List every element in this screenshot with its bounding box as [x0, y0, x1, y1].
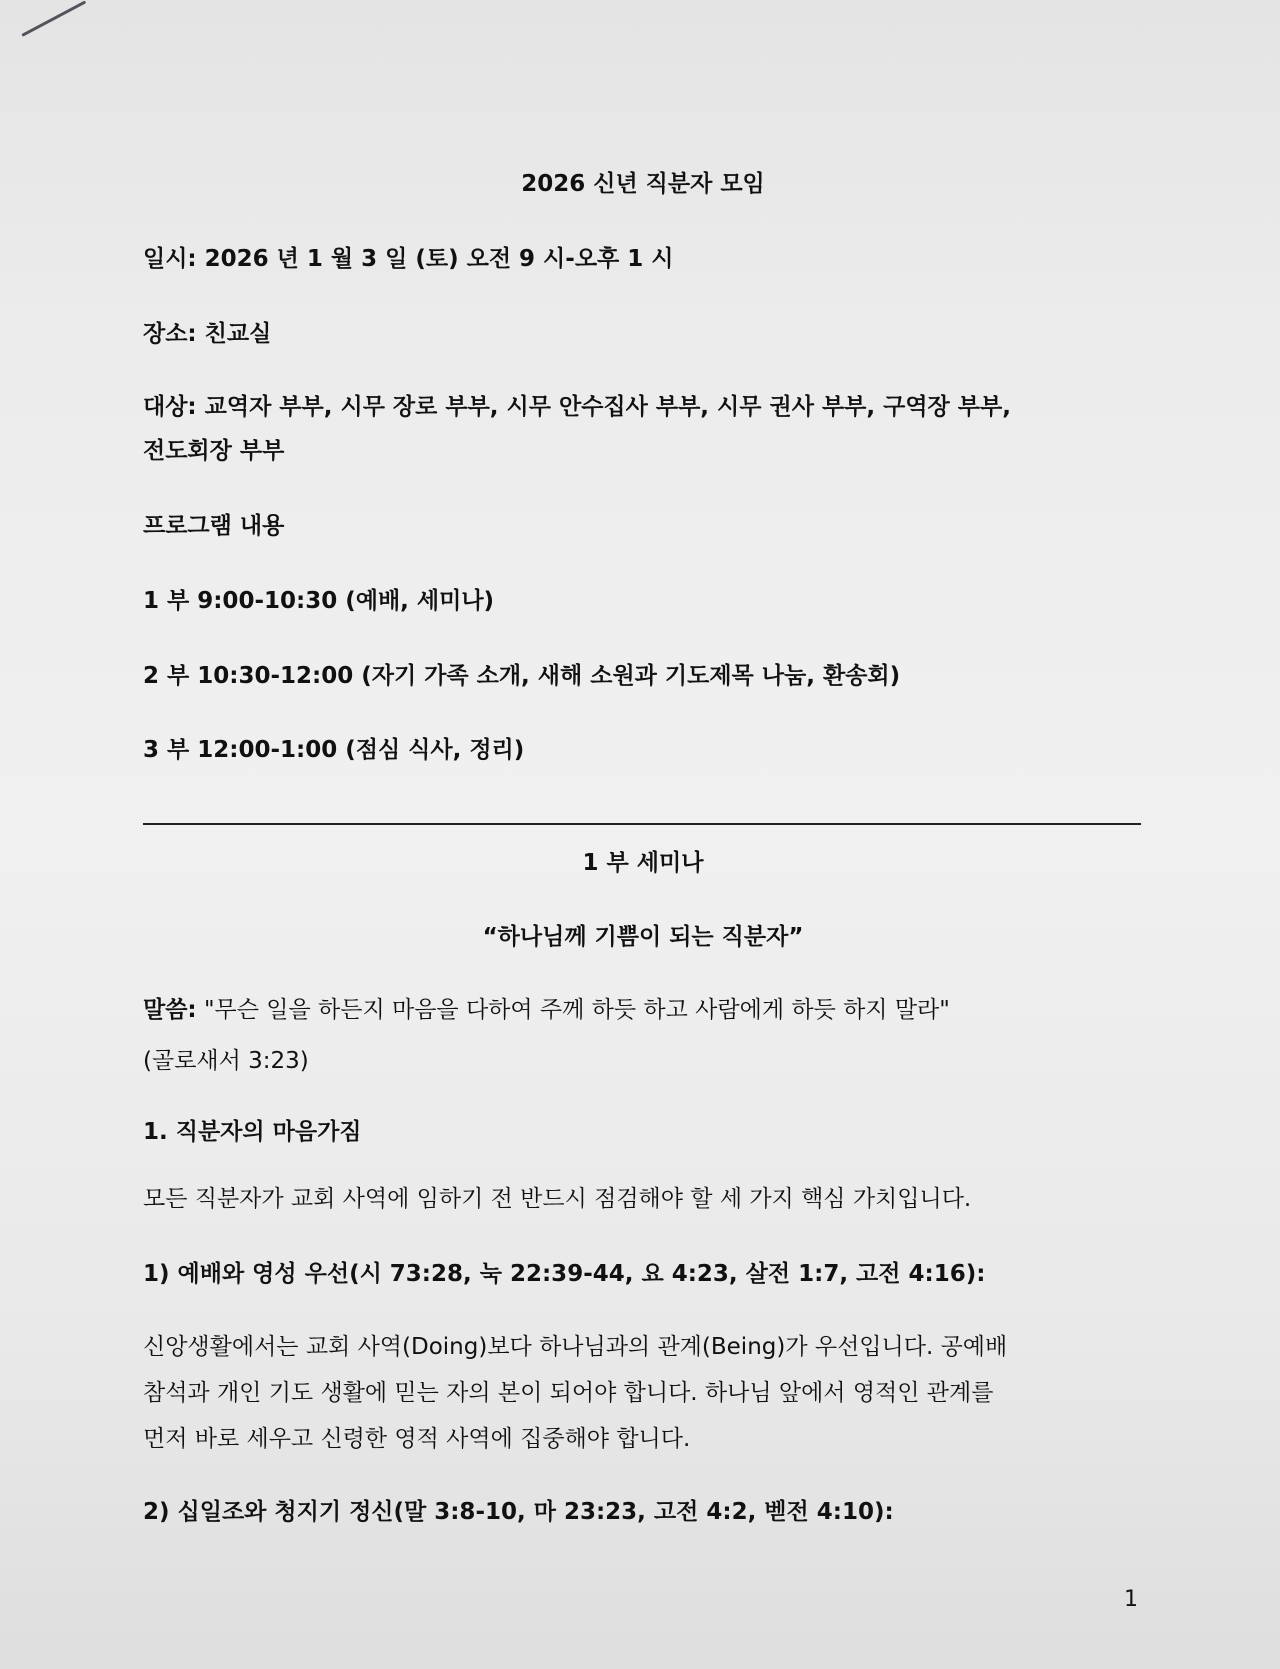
seminar-subtitle: “하나님께 기쁨이 되는 직분자”	[482, 924, 804, 950]
point-1-line-2: 참석과 개인 기도 생활에 믿는 자의 본이 되어야 합니다. 하나님 앞에서 영적인 관계를	[143, 1380, 994, 1406]
date-line: 일시: 2026 년 1 월 3 일 (토) 오전 9 시-오후 1 시	[143, 246, 674, 272]
audience-line-2: 전도회장 부부	[143, 438, 285, 464]
point-1-line-1: 신앙생활에서는 교회 사역(Doing)보다 하나님과의 관계(Being)가 우선입니다. 공예배	[143, 1334, 1008, 1360]
section-1-intro: 모든 직분자가 교회 사역에 임하기 전 반드시 점검해야 할 세 가지 핵심 가치입니다.	[143, 1186, 972, 1212]
program-heading: 프로그램 내용	[143, 513, 285, 539]
audience-line-1: 대상: 교역자 부부, 시무 장로 부부, 시무 안수집사 부부, 시무 권사 부부, 구역장 부부,	[143, 394, 1011, 420]
program-item-1: 1 부 9:00-10:30 (예배, 세미나)	[143, 588, 495, 614]
place-line: 장소: 친교실	[143, 321, 272, 347]
scripture-text: "무슨 일을 하든지 마음을 다하여 주께 하듯 하고 사람에게 하듯 하지 말라"	[203, 997, 950, 1023]
document-title: 2026 신년 직분자 모임	[521, 171, 765, 197]
scripture-line	[143, 995, 950, 1025]
seminar-heading: 1 부 세미나	[582, 850, 704, 876]
section-1-heading: 1. 직분자의 마음가짐	[143, 1119, 362, 1145]
page-number: 1	[1124, 1587, 1138, 1612]
program-item-2: 2 부 10:30-12:00 (자기 가족 소개, 새해 소원과 기도제목 나눔, 환송회)	[143, 663, 901, 689]
scripture-label: 말씀:	[143, 997, 197, 1023]
program-item-3: 3 부 12:00-1:00 (점심 식사, 정리)	[143, 737, 525, 763]
point-1-heading: 1) 예배와 영성 우선(시 73:28, 눅 22:39-44, 요 4:23, 살전 1:7, 고전 4:16):	[143, 1261, 986, 1287]
pen-mark	[21, 0, 86, 36]
point-1-line-3: 먼저 바로 세우고 신령한 영적 사역에 집중해야 합니다.	[143, 1426, 691, 1452]
section-divider	[143, 823, 1141, 825]
point-2-heading: 2) 십일조와 청지기 정신(말 3:8-10, 마 23:23, 고전 4:2, 벧전 4:10):	[143, 1499, 894, 1525]
scripture-reference: (골로새서 3:23)	[143, 1048, 309, 1074]
